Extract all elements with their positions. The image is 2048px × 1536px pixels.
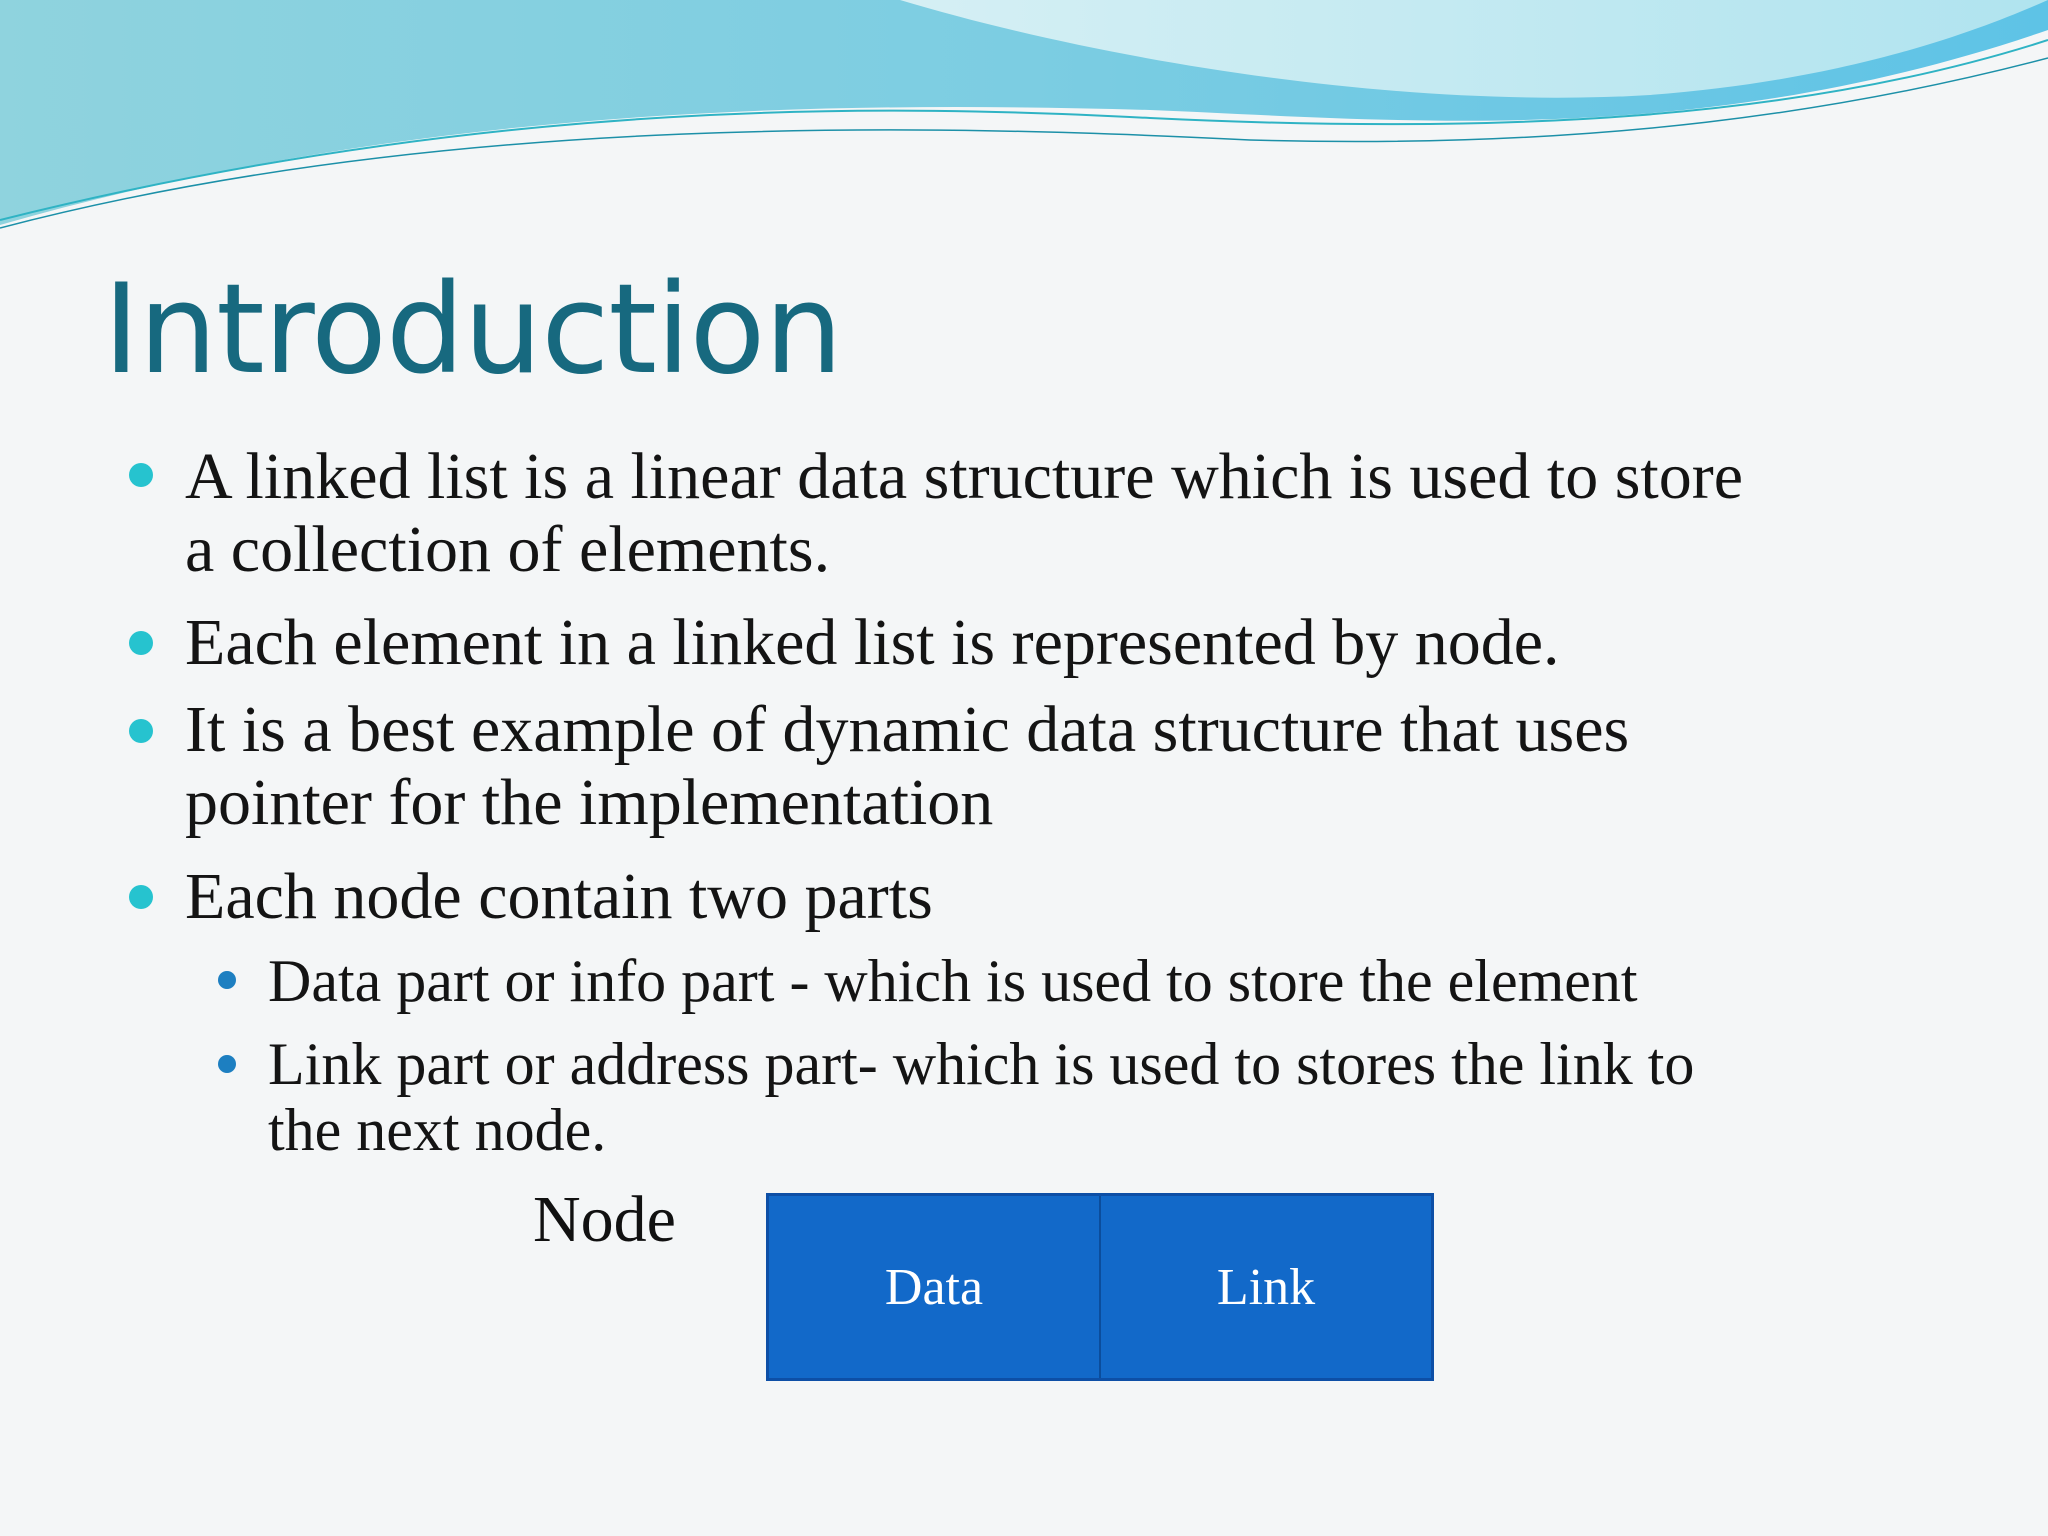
node-diagram	[766, 1193, 1434, 1381]
bullet-text-line: Link part or address part- which is used to stores the link to	[268, 1031, 1695, 1097]
bullet-text-line: It is a best example of dynamic data structure that uses	[185, 693, 1630, 766]
bullet-dot-icon	[129, 885, 153, 909]
node-link-cell: Link	[1099, 1196, 1431, 1378]
bullet-text-line: a collection of elements.	[185, 513, 831, 586]
bullet-text-line: Data part or info part - which is used to store the element	[268, 948, 1638, 1014]
bullet-dot-icon	[129, 719, 153, 743]
bullet-item	[185, 860, 1945, 933]
sub-bullet-dot-icon	[218, 971, 236, 989]
bullet-item	[185, 606, 1945, 679]
bullet-dot-icon	[129, 463, 153, 487]
sub-bullet-dot-icon	[218, 1055, 236, 1073]
bullet-item	[185, 440, 1945, 586]
header-wave-decoration	[0, 0, 2048, 240]
bullet-text-line: A linked list is a linear data structure which is used to store	[185, 440, 1743, 513]
sub-bullet-item	[268, 948, 1908, 1014]
bullet-text-line: pointer for the implementation	[185, 766, 994, 839]
bullet-text-line: the next node.	[268, 1097, 607, 1163]
sub-bullet-item	[268, 1031, 1908, 1163]
node-data-cell: Data	[884, 1258, 984, 1316]
node-label: Node	[533, 1183, 676, 1256]
bullet-item	[185, 693, 1945, 839]
slide-title: Introduction	[103, 258, 842, 402]
bullet-dot-icon	[129, 631, 153, 655]
bullet-text-line: Each element in a linked list is represented by node.	[185, 606, 1560, 679]
bullet-text-line: Each node contain two parts	[185, 860, 933, 933]
